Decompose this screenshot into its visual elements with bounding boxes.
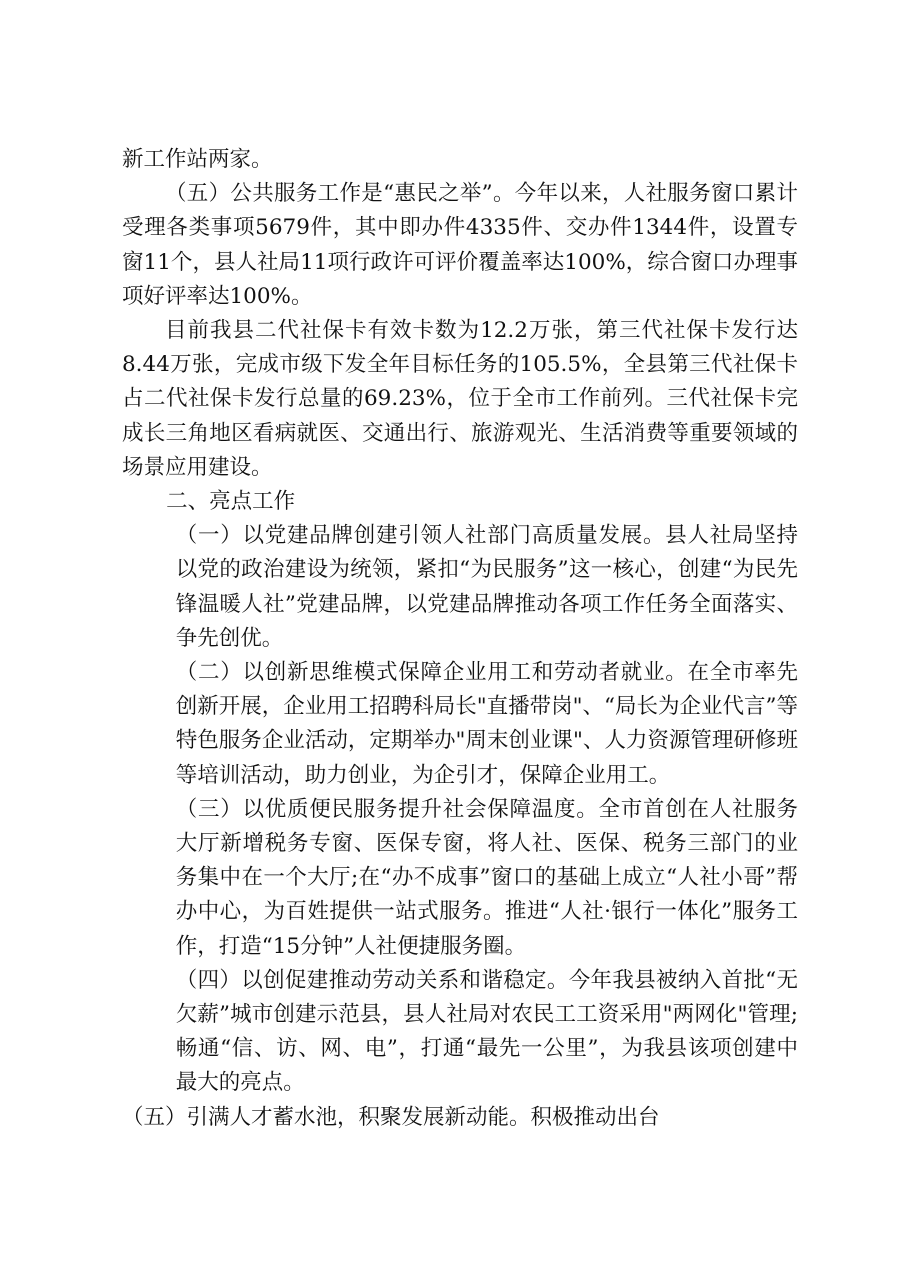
paragraph-highlight-5: （五）引满人才蓄水池，积聚发展新动能。积极推动出台 (122, 1104, 660, 1130)
paragraph-continuation: 新工作站两家。 (122, 147, 273, 172)
paragraph-highlight-1: （一）以党建品牌创建引领人社部门高质量发展。县人社局坚持以党的政治建设为统领，紧扣“为民服务”这一核心，创建“为民先锋温暖人社”党建品牌，以党建品牌推动各项工作任务全面落实、争先创优。 (175, 523, 798, 651)
document-body (122, 143, 798, 1135)
paragraph-social-security-card: 目前我县二代社保卡有效卡数为12.2万张，第三代社保卡发行达8.44万张，完成市级下发全年目标任务的105.5%，全县第三代社保卡占二代社保卡发行总量的69.23%，位于全市工作前列。三代社保卡完成长三角地区看病就医、交通出行、旅游观光、生活消费等重要领域的场景应用建设。 (122, 318, 798, 480)
paragraph-highlight-2: （二）以创新思维模式保障企业用工和劳动者就业。在全市率先创新开展，企业用工招聘科局长"直播带岗"、“局长为企业代言”等特色服务企业活动，定期举办"周末创业课"、人力资源管理研修班等培训活动，助力创业，为企引才，保障企业用工。 (175, 660, 799, 788)
paragraph-highlight-4: （四）以创促建推动劳动关系和谐稳定。今年我县被纳入首批“无欠薪”城市创建示范县，县人社局对农民工工资采用"两网化"管理;畅通“信、访、网、电”，打通“最先一公里”，为我县该项创建中最大的亮点。 (175, 967, 798, 1096)
paragraph-highlight-3: （三）以优质便民服务提升社会保障温度。全市首创在人社服务大厅新增税务专窗、医保专窗，将人社、医保、税务三部门的业务集中在一个大厅;在“办不成事”窗口的基础上成立“人社小哥”帮办中心，为百姓提供一站式服务。推进“人社·银行一体化”服务工作，打造“15分钟”人社便捷服务圈。 (175, 796, 798, 959)
section-heading-highlights: 二、亮点工作 (166, 489, 296, 515)
paragraph-public-service: （五）公共服务工作是“惠民之举”。今年以来，人社服务窗口累计受理各类事项5679件，其中即办件4335件、交办件1344件，设置专窗11个，县人社局11项行政许可评价覆盖率达100%，综合窗口办理事项好评率达100%。 (122, 181, 798, 309)
